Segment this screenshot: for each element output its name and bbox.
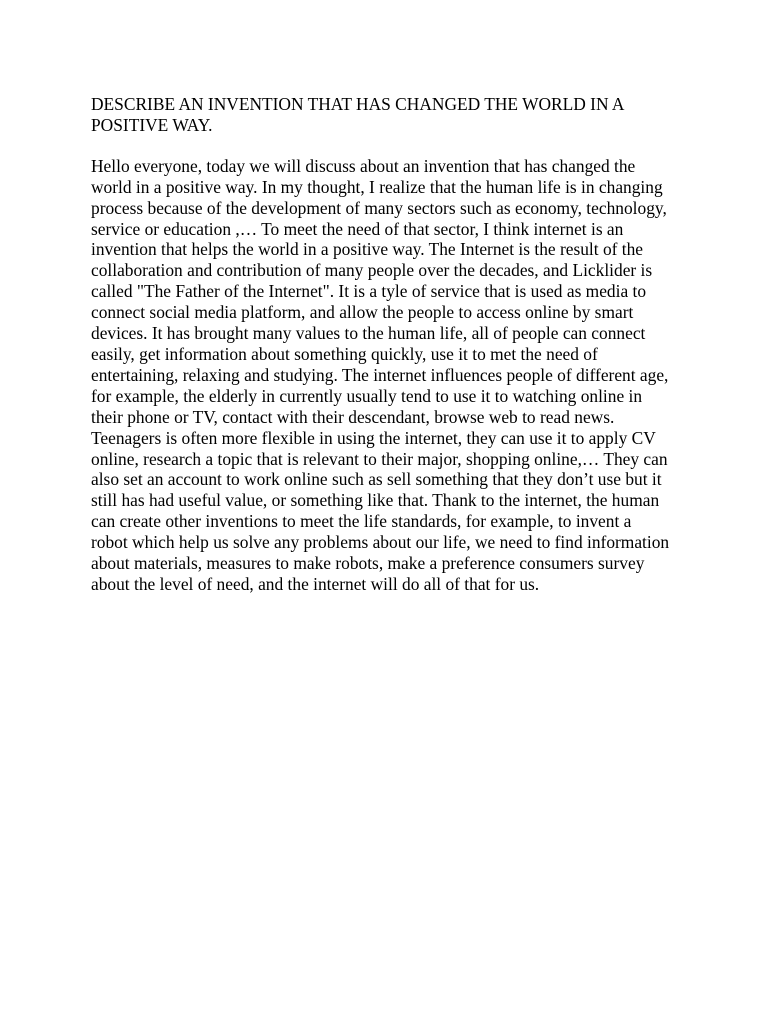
body-line: invention that helps the world in a positive way. The Internet is the result of the	[91, 239, 644, 260]
body-line: called "The Father of the Internet". It is a tyle of service that is used as media to	[91, 281, 647, 302]
body-line: collaboration and contribution of many people over the decades, and Licklider is	[91, 260, 653, 281]
body-line: Teenagers is often more flexible in using the internet, they can use it to apply CV	[91, 427, 656, 448]
body-line: process because of the development of many sectors such as economy, technology,	[91, 197, 667, 218]
body-line: for example, the elderly in currently usually tend to use it to watching online in	[91, 385, 643, 406]
body-line: their phone or TV, contact with their descendant, browse web to read news.	[91, 406, 615, 427]
body-line: online, research a topic that is relevant to their major, shopping online,… They can	[91, 448, 668, 469]
document-content	[91, 94, 691, 595]
body-line: still has had useful value, or something like that. Thank to the internet, the human	[91, 490, 660, 511]
body-line: service or education ,… To meet the need of that sector, I think internet is an	[91, 218, 624, 239]
body-line: robot which help us solve any problems about our life, we need to find information	[91, 532, 670, 553]
body-line: world in a positive way. In my thought, I realize that the human life is in changing	[91, 176, 663, 197]
body-line: connect social media platform, and allow the people to access online by smart	[91, 302, 634, 323]
title-line: POSITIVE WAY.	[91, 114, 213, 135]
document-title	[91, 94, 691, 136]
body-line: about materials, measures to make robots, make a preference consumers survey	[91, 553, 645, 574]
body-line: also set an account to work online such as sell something that they don’t use but it	[91, 469, 662, 490]
body-line: entertaining, relaxing and studying. The internet influences people of different age,	[91, 364, 669, 385]
title-line: DESCRIBE AN INVENTION THAT HAS CHANGED THE WORLD IN A	[91, 94, 625, 114]
document-body	[91, 156, 691, 595]
body-line: Hello everyone, today we will discuss about an invention that has changed the	[91, 155, 636, 176]
body-line: about the level of need, and the internet will do all of that for us.	[91, 573, 540, 594]
body-line: easily, get information about something quickly, use it to met the need of	[91, 343, 598, 364]
body-line: devices. It has brought many values to the human life, all of people can connect	[91, 323, 646, 344]
body-line: can create other inventions to meet the life standards, for example, to invent a	[91, 511, 632, 532]
